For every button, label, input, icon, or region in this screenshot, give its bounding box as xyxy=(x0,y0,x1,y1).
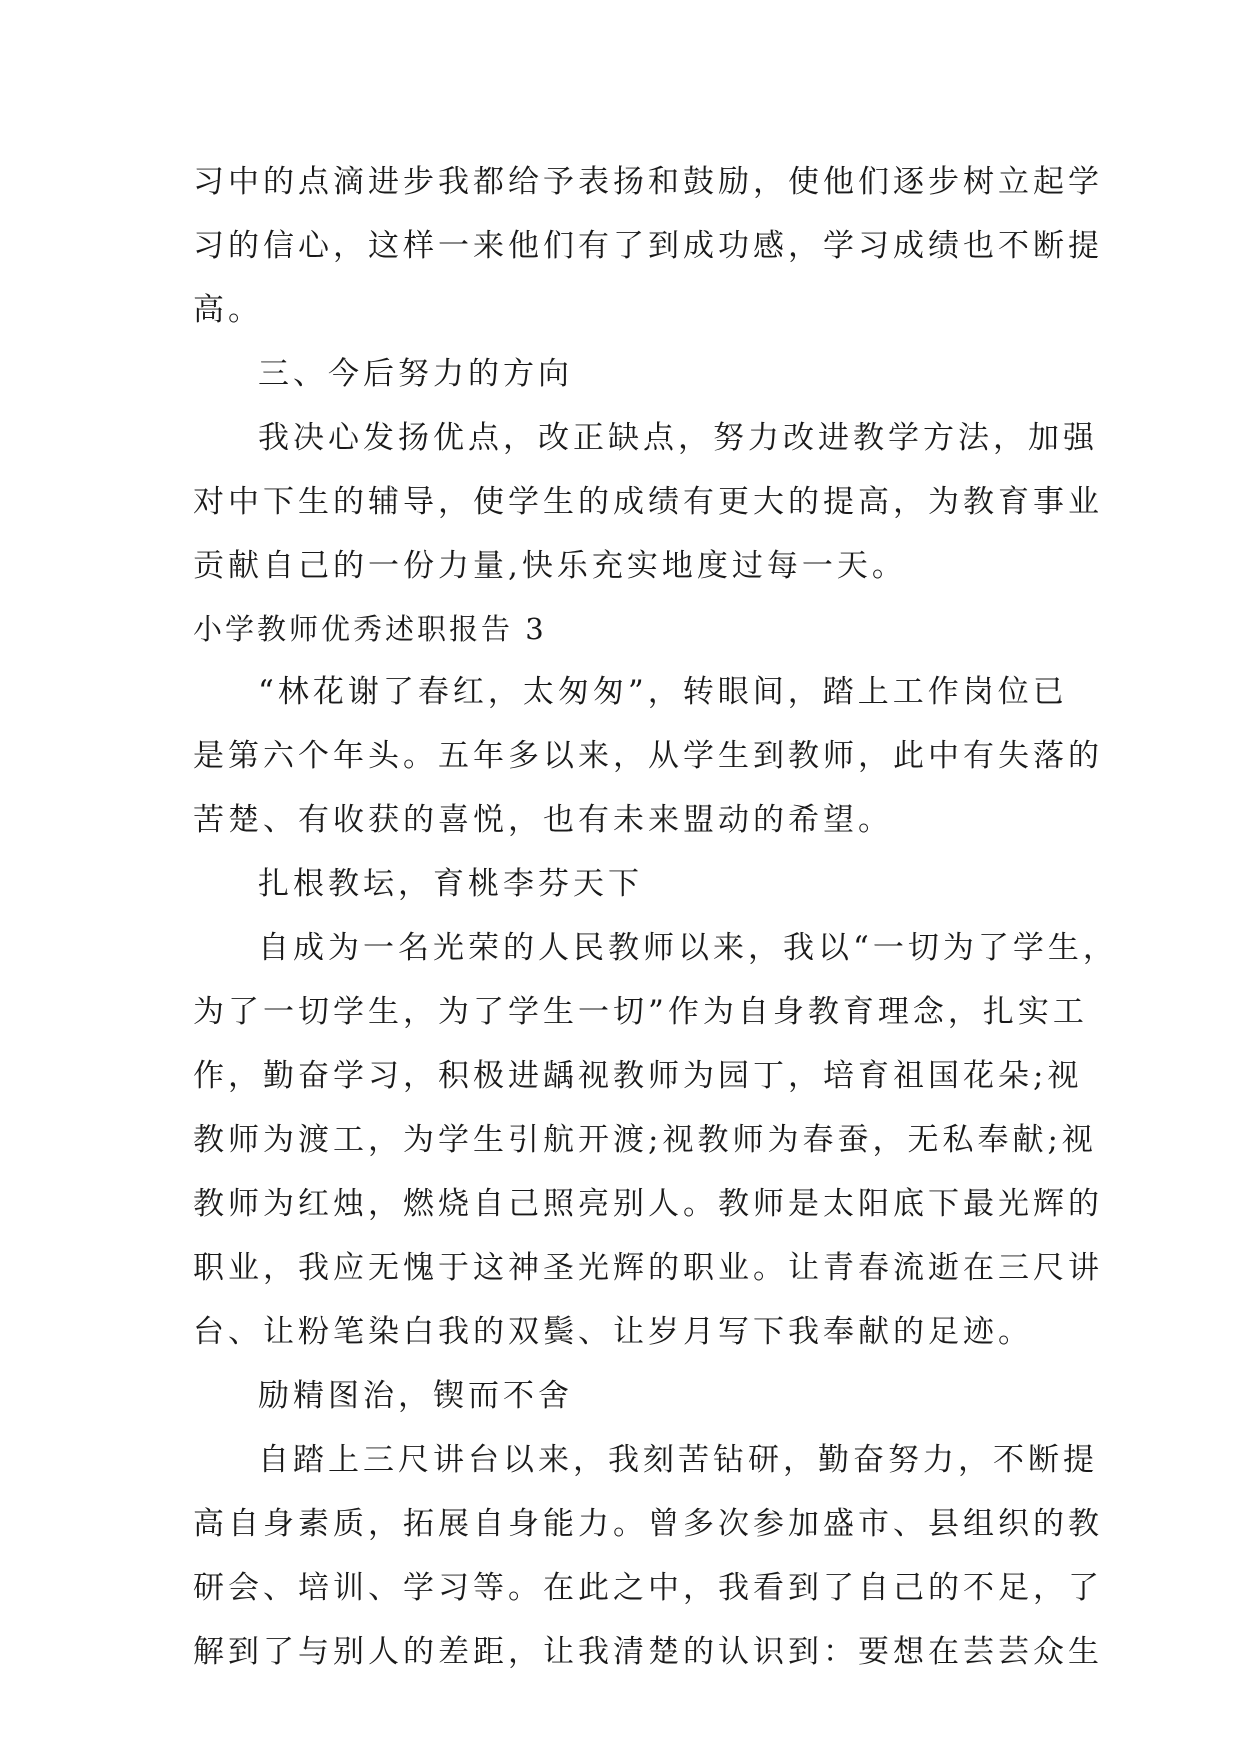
paragraph-line: 我决心发扬优点，改正缺点，努力改进教学方法，加强 xyxy=(258,420,1098,456)
paragraph-line: 是第六个年头。五年多以来，从学生到教师，此中有失落的 xyxy=(193,738,1103,774)
paragraph-line: 为了一切学生，为了学生一切”作为自身教育理念，扎实工 xyxy=(193,994,1088,1030)
section-heading: 扎根教坛，育桃李芬天下 xyxy=(258,866,643,902)
paragraph-line: 自踏上三尺讲台以来，我刻苦钻研，勤奋努力，不断提 xyxy=(258,1442,1098,1478)
document-body xyxy=(193,150,1118,1684)
paragraph-line: 教师为红烛，燃烧自己照亮别人。教师是太阳底下最光辉的 xyxy=(193,1186,1103,1222)
paragraph-line: 对中下生的辅导，使学生的成绩有更大的提高，为教育事业 xyxy=(193,484,1103,520)
paragraph-line: 教师为渡工，为学生引航开渡;视教师为春蚕，无私奉献;视 xyxy=(193,1122,1097,1158)
paragraph-line: 习的信心，这样一来他们有了到成功感，学习成绩也不断提 xyxy=(193,228,1103,264)
section-heading: 三、今后努力的方向 xyxy=(258,356,573,392)
section-heading: 励精图治，锲而不舍 xyxy=(258,1378,573,1414)
paragraph-line: 自成为一名光荣的人民教师以来，我以“一切为了学生， xyxy=(258,930,1118,966)
paragraph-line: 习中的点滴进步我都给予表扬和鼓励，使他们逐步树立起学 xyxy=(193,164,1103,200)
paragraph-line: 苦楚、有收获的喜悦，也有未来盟动的希望。 xyxy=(193,802,893,838)
paragraph-line: 解到了与别人的差距，让我清楚的认识到：要想在芸芸众生 xyxy=(193,1634,1103,1670)
paragraph-line: 贡献自己的一份力量,快乐充实地度过每一天。 xyxy=(193,548,907,584)
report-title: 小学教师优秀述职报告 3 xyxy=(193,612,547,646)
paragraph-line: 职业，我应无愧于这神圣光辉的职业。让青春流逝在三尺讲 xyxy=(193,1250,1103,1286)
paragraph-line: 研会、培训、学习等。在此之中，我看到了自己的不足，了 xyxy=(193,1570,1103,1606)
paragraph-line: 台、让粉笔染白我的双鬓、让岁月写下我奉献的足迹。 xyxy=(193,1314,1033,1350)
paragraph-line: 高。 xyxy=(193,292,263,328)
paragraph-line: “林花谢了春红，太匆匆”，转眼间，踏上工作岗位已 xyxy=(258,674,1068,710)
paragraph-line: 作，勤奋学习，积极进龋视教师为园丁，培育祖国花朵;视 xyxy=(193,1058,1083,1094)
paragraph-line: 高自身素质，拓展自身能力。曾多次参加盛市、县组织的教 xyxy=(193,1506,1103,1542)
